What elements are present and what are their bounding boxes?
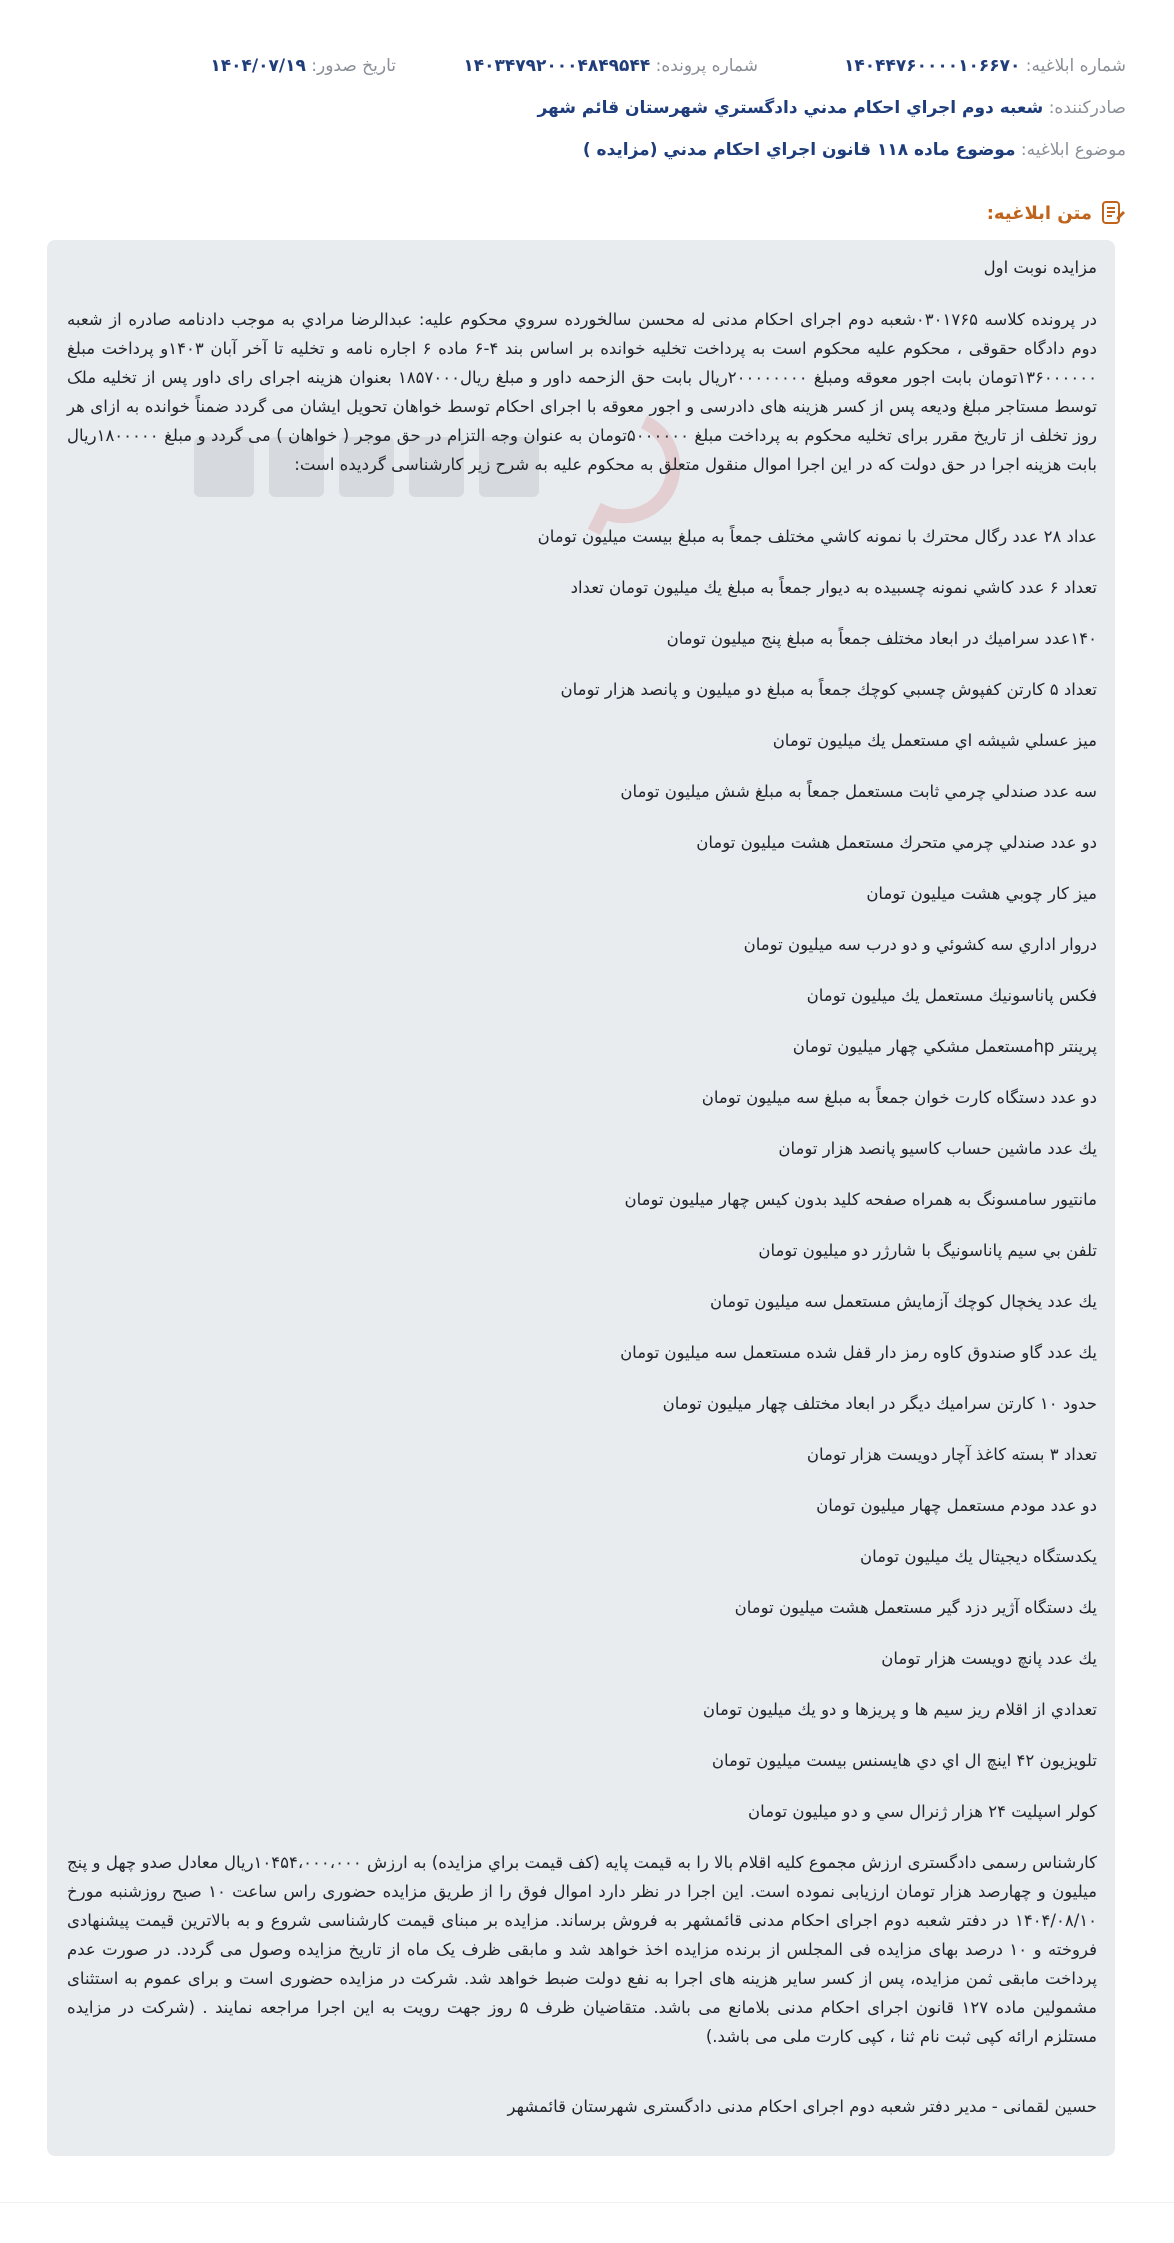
list-item: دو عدد مودم مستعمل چهار ميليون تومان [816,1496,1097,1515]
issuer-value: شعبه دوم اجراي احكام مدني دادگستري شهرستان قائم شهر [537,98,1044,118]
issue-date [210,56,396,76]
issue-date-label: تاریخ صدور: [311,56,396,76]
meta-row [48,56,1126,86]
list-item: تعدادي از اقلام ريز سيم ها و پريزها و دو يك ميليون تومان [702,1700,1097,1719]
list-item: مانتيور سامسونگ به همراه صفحه كليد بدون كيس چهار ميليون تومان [624,1190,1097,1209]
case-number-label: شماره پرونده: [655,56,758,76]
intro-paragraph: در پرونده کلاسه ۰۳۰۱۷۶۵شعبه دوم اجرای احکام مدنی له محسن سالخورده سروي محكوم عليه: عبدالرضا مرادي به موجب دادنامه صادره از شعبه دوم دادگاه حقوقی ، محکوم علیه محکوم است به پرداخت تخلیه خوانده بر اساس بند ۴-۶ ماده ۶ اجاره نامه و تخلیه تا آخر آبان ۱۴۰۳و پرداخت مبلغ ۱۳۶۰۰۰۰۰۰تومان بابت اجور معوقه ومبلغ ۲۰۰۰۰۰۰۰۰ريال بابت حق الزحمه داور و مبلغ ريال۱۸۵۷۰۰۰ بعنوان هزینه اجرای رای داور پس از تخلیه ملک توسط مستاجر مبلغ ودیعه پس از کسر هزینه های دادرسی و اجور معوقه با اجرای احکام توسط خواهان تحویل ایشان می گردد ضمناً خوانده به ازای هر روز تخلف از تاریخ مقرر برای تخلیه محکوم به پرداخت مبلغ ۵۰۰۰۰۰۰تومان به عنوان وجه التزام در حق موجر ( خواهان ) می گردد و مبلغ ۱۸۰۰۰۰۰ريال بابت هزینه اجرا در حق دولت که در این اجرا اموال منقول متعلق به محکوم علیه به شرح زیر کارشناسی گردیده است: [67,310,1098,474]
list-item: پرينتر hpمستعمل مشكي چهار ميليون تومان [792,1037,1097,1056]
list-item: تعداد ۳ بسته كاغذ آچار دويست هزار تومان [806,1445,1097,1464]
list-item: يك عدد يخچال كوچك آزمايش مستعمل سه ميليون تومان [710,1292,1097,1311]
case-number [463,56,758,76]
list-item: تلويزيون ۴۲ اينچ ال اي دي هايسنس بيست ميليون تومان [711,1751,1097,1770]
list-item: يك عدد گاو صندوق كاوه رمز دار قفل شده مستعمل سه ميليون تومان [620,1343,1097,1362]
list-item: كولر اسپليت ۲۴ هزار ژنرال سي و دو ميليون تومان [748,1802,1097,1821]
list-item: ۱۴۰عدد سراميك در ابعاد مختلف جمعاً به مبلغ پنج ميليون تومان [666,629,1097,648]
list-item: دروار اداري سه كشوئي و دو درب سه ميليون تومان [743,935,1097,954]
list-item: فكس پاناسونيك مستعمل يك ميليون تومان [806,986,1097,1005]
list-item: يك دستگاه آژير دزد گير مستعمل هشت ميليون تومان [734,1598,1097,1617]
notice-text-heading [987,197,1126,229]
issuer-label: صادرکننده: [1048,98,1126,118]
list-item: تعداد ۶ عدد كاشي نمونه چسبيده به ديوار جمعاً به مبلغ يك ميليون تومان تعداد [570,578,1097,597]
subject-label: موضوع ابلاغیه: [1020,140,1126,160]
list-item: دو عدد دستگاه كارت خوان جمعاً به مبلغ سه ميليون تومان [701,1088,1097,1107]
list-item: تعداد ۵ كارتن كفپوش چسبي كوچك جمعاً به مبلغ دو ميليون و پانصد هزار تومان [560,680,1097,699]
closing-paragraph: کارشناس رسمی دادگستری ارزش مجموع کلیه اقلام بالا را به قیمت پایه (کف قیمت براي مزايده) به ارزش ۱۰۴۵۴،۰۰۰،۰۰۰ريال معادل صدو چهل و پنج میلیون و چهارصد هزار تومان ارزیابی نموده است. این اجرا در نظر دارد اموال فوق را از طریق مزایده حضوری راس ساعت ۱۰ صبح روزشنبه مورخ ۱۴۰۴/۰۸/۱۰ در دفتر شعبه دوم اجرای احکام مدنی قائمشهر به فروش برساند. مزایده بر مبنای قیمت کارشناسی شروع و به بالاترین قیمت پیشنهادی فروخته و ۱۰ درصد بهای مزایده فی المجلس از برنده مزایده اخذ خواهد شد و مابقی ظرف یک ماه از تاریخ مزایده وصول می گردد. در صورت عدم پرداخت مابقی ثمن مزایده، پس از کسر سایر هزینه های اجرا به نفع دولت ضبط خواهد شد. شرکت در مزایده حضوری است و برای عموم به استثنای مشمولین ماده ۱۲۷ قانون اجرای احکام مدنی بلامانع می باشد. متقاضیان ظرف ۵ روز جهت رویت به این اجرا مراجعه نمایند . (شرکت در مزایده مستلزم ارائه کپی ثبت نام ثنا ، کپی کارت ملی می باشد.) [67,1853,1098,2046]
notice-number-label: شماره ابلاغیه: [1025,56,1126,76]
case-number-value: ۱۴۰۳۴۷۹۲۰۰۰۴۸۴۹۵۴۴ [463,56,651,76]
auction-title: مزایده نوبت اول [983,258,1097,277]
notice-number [844,56,1126,76]
list-item: سه عدد صندلي چرمي ثابت مستعمل جمعاً به مبلغ شش ميليون تومان [620,782,1097,801]
subject-value: موضوع ماده ۱۱۸ قانون اجراي احكام مدني (مزايده ) [582,140,1016,160]
list-item: يك عدد ماشين حساب كاسيو پانصد هزار تومان [778,1139,1097,1158]
list-item: عداد ۲۸ عدد رگال محترك با نمونه كاشي مختلف جمعاً به مبلغ بيست ميليون تومان [537,527,1097,546]
list-item: تلفن بي سيم پاناسونيگ با شارژر دو ميليون تومان [758,1241,1097,1260]
list-item: يكدستگاه ديجيتال يك ميليون تومان [860,1547,1097,1566]
issue-date-value: ۱۴۰۴/۰۷/۱۹ [210,56,306,76]
subject [48,140,1126,160]
issuer [48,98,1126,118]
signature-line: حسین لقمانی - مدیر دفتر شعبه دوم اجرای احکام مدنی دادگستری شهرستان قائمشهر [507,2097,1097,2116]
list-item: حدود ۱۰ كارتن سراميك ديگر در ابعاد مختلف چهار ميليون تومان [662,1394,1097,1413]
list-item: ميز عسلي شيشه اي مستعمل يك ميليون تومان [772,731,1097,750]
list-item: دو عدد صندلي چرمي متحرك مستعمل هشت ميليون تومان [696,833,1097,852]
page-footer [0,2202,1174,2243]
list-item: يك عدد پانچ دويست هزار تومان [881,1649,1097,1668]
document-icon [1100,199,1126,227]
notice-number-value: ۱۴۰۴۴۷۶۰۰۰۰۱۰۶۶۷۰ [843,56,1021,76]
list-item: ميز كار چوبي هشت ميليون تومان [866,884,1097,903]
notice-text-title: متن ابلاغیه: [986,202,1092,224]
